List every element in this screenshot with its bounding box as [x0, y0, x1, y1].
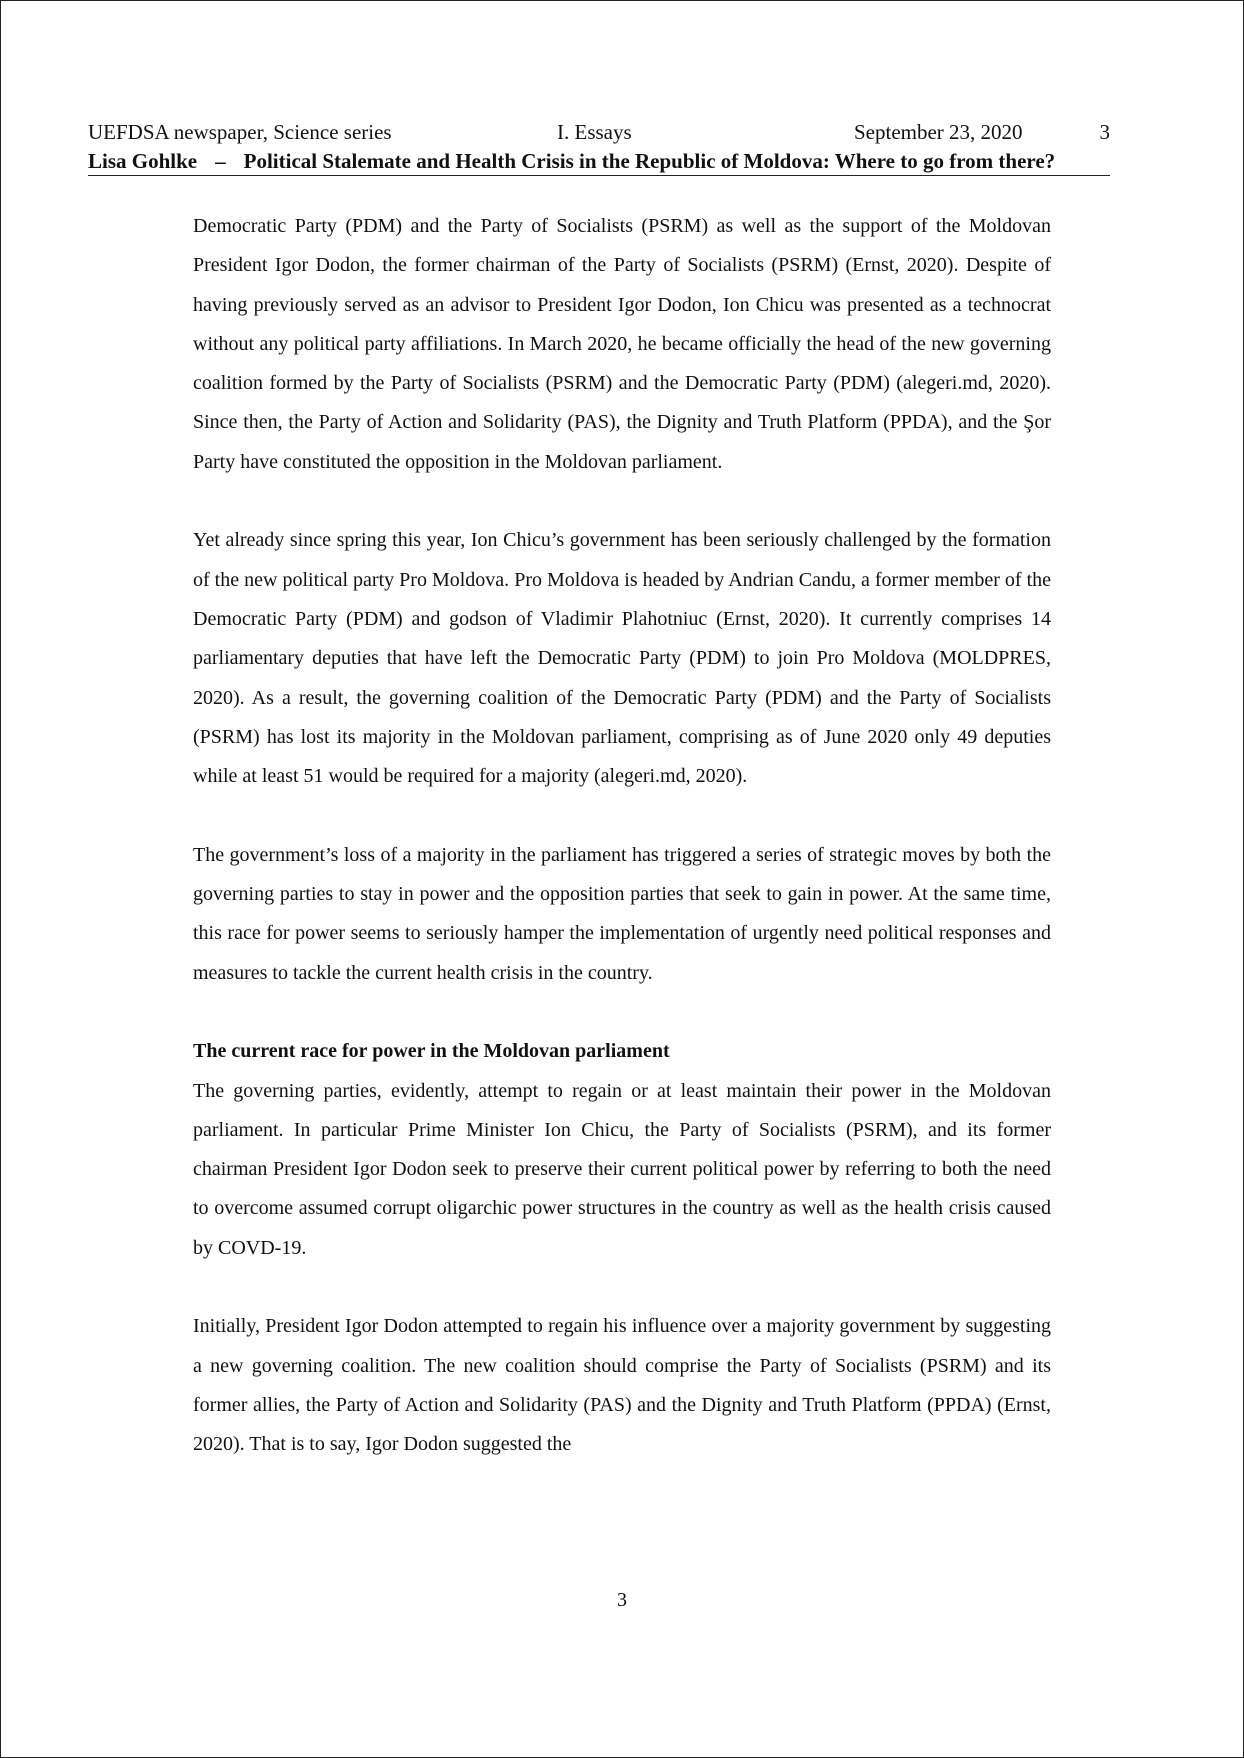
header-meta-line: [88, 118, 1110, 148]
paragraph-3: The government’s loss of a majority in the parliament has triggered a series of strategic moves by both the governing parties to stay in power and the opposition parties that seek to gain in power. At the same time, this race for power seems to seriously hamper the implementation of urgently need political responses and measures to tackle the current health crisis in the country.: [193, 843, 1051, 984]
running-header: [88, 118, 1110, 176]
header-dash: –: [215, 149, 226, 173]
header-paper-name: UEFDSA newspaper, Science series: [88, 120, 392, 144]
article-body: [193, 207, 1051, 1465]
header-title-text: Political Stalemate and Health Crisis in the Republic of Moldova: Where to go from there?: [243, 149, 1056, 173]
paragraph-spacer: [193, 993, 1051, 1032]
header-author: Lisa Gohlke: [88, 149, 198, 173]
header-date: September 23, 2020: [854, 120, 1023, 144]
paragraph-spacer: [193, 1268, 1051, 1307]
paragraph-2: Yet already since spring this year, Ion Chicu’s government has been seriously challenged by the formation of the new political party Pro Moldova. Pro Moldova is headed by Andrian Candu, a former member of the Democratic Party (PDM) and godson of Vladimir Plahotniuc (Ernst, 2020). It currently comprises 14 parliamentary deputies that have left the Democratic Party (PDM) to join Pro Moldova (MOLDPRES, 2020). As a result, the governing coalition of the Democratic Party (PDM) and the Party of Socialists (PSRM) has lost its majority in the Moldovan parliament, comprising as of June 2020 only 49 deputies while at least 51 would be required for a majority (alegeri.md, 2020).: [193, 529, 1051, 788]
paragraph-4: The governing parties, evidently, attempt to regain or at least maintain their power in the Moldovan parliament. In particular Prime Minister Ion Chicu, the Party of Socialists (PSRM), and its former chairman President Igor Dodon seek to preserve their current political power by referring to both the need to overcome assumed corrupt oligarchic power structures in the country as well as the health crisis caused by COVD-19.: [193, 1079, 1051, 1259]
paragraph-5: Initially, President Igor Dodon attempted to regain his influence over a majority government by suggesting a new governing coalition. The new coalition should comprise the Party of Socialists (PSRM) and its former allies, the Party of Action and Solidarity (PAS) and the Dignity and Truth Platform (PPDA) (Ernst, 2020). That is to say, Igor Dodon suggested the: [193, 1315, 1051, 1456]
header-article-title: [88, 148, 1110, 176]
paragraph-spacer: [193, 796, 1051, 835]
footer-page-number: 3: [617, 1589, 627, 1611]
section-heading: The current race for power in the Moldovan parliament: [193, 1040, 670, 1063]
header-section: I. Essays: [557, 120, 632, 144]
paragraph-spacer: [193, 482, 1051, 521]
header-page-number: 3: [1099, 120, 1110, 144]
paragraph-1: Democratic Party (PDM) and the Party of Socialists (PSRM) as well as the support of the Moldovan President Igor Dodon, the former chairman of the Party of Socialists (PSRM) (Ernst, 2020). Despite of having previously served as an advisor to President Igor Dodon, Ion Chicu was presented as a technocrat without any political party affiliations. In March 2020, he became officially the head of the new governing coalition formed by the Party of Socialists (PSRM) and the Democratic Party (PDM) (alegeri.md, 2020). Since then, the Party of Action and Solidarity (PAS), the Dignity and Truth Platform (PPDA), and the Şor Party have constituted the opposition in the Moldovan parliament.: [193, 215, 1051, 473]
